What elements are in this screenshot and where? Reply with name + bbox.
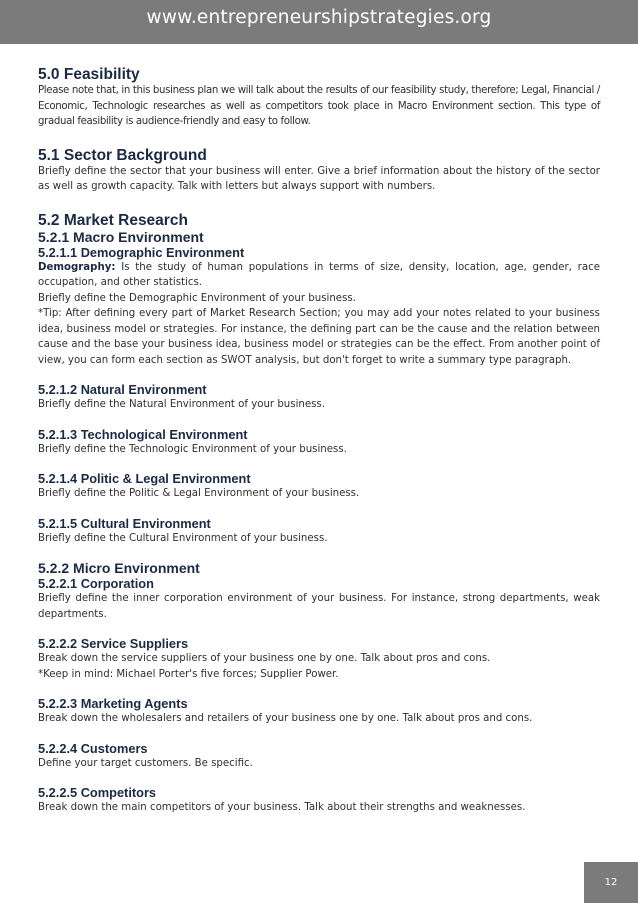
section-technological-environment [38,427,600,458]
heading-cultural-environment: 5.2.1.5 Cultural Environment [38,515,211,531]
section-marketing-agents [38,696,600,727]
heading-technological-environment: 5.2.1.3 Technological Environment [38,426,248,442]
heading-feasibility: 5.0 Feasibility [38,66,140,83]
text-politic-legal-environment: Briefly define the Politic & Legal Environment of your business. [38,488,360,499]
heading-sector-background: 5.1 Sector Background [38,146,207,164]
heading-corporation: 5.2.2.1 Corporation [38,576,154,591]
heading-service-suppliers: 5.2.2.2 Service Suppliers [38,636,189,651]
section-market-research [38,212,600,369]
text-competitors: Break down the main competitors of your business. Talk about their strengths and weaknesses. [38,802,526,813]
text-demographic: Briefly define the Demographic Environment of your business. [38,292,356,304]
label-demography: Demography: [38,261,116,273]
page-header [0,0,638,44]
section-service-suppliers [38,636,600,682]
text-sector-background: Briefly define the sector that your business will enter. Give a brief information about the history of the sector as well as growth capacity. Talk with letters but always support with numbers. [38,165,600,192]
text-demography-definition [38,260,600,291]
section-feasibility [38,66,600,130]
heading-market-research: 5.2 Market Research [38,211,188,229]
section-natural-environment [38,382,600,413]
section-customers [38,741,600,772]
header-url: www.entrepreneurshipstrategies.org [146,7,492,28]
page-number: 12 [584,862,638,903]
section-cultural-environment [38,516,600,547]
text-service-suppliers: Break down the service suppliers of your business one by one. Talk about pros and cons. [38,653,491,664]
text-cultural-environment: Briefly define the Cultural Environment of your business. [38,532,328,544]
text-feasibility: Please note that, in this business plan we will talk about the results of our feasibility study, therefore; Legal, Financial / Economic, Technologic researches as well as competitors took place in Macro Environment section. This type of gradual feasibility is audience-friendly and easy to follow. [38,85,600,127]
text-demographic-tip: *Tip: After defining every part of Market Research Section; you may add your notes related to your business idea, business model or strategies. For instance, the defining part can be the cause and the relation between cause and the base your business idea, business model or strategies can be the effect. From another point of view, you can form each section as SWOT analysis, but don't forget to write a summary type paragraph. [38,308,600,366]
section-politic-legal-environment [38,471,600,502]
heading-competitors: 5.2.2.5 Competitors [38,785,157,800]
heading-politic-legal-environment: 5.2.1.4 Politic & Legal Environment [38,471,251,486]
document-body [38,66,600,816]
heading-marketing-agents: 5.2.2.3 Marketing Agents [38,696,188,711]
section-micro-environment [38,560,600,622]
heading-macro-environment: 5.2.1 Macro Environment [38,228,204,245]
demography-definition: Is the study of human populations in terms of size, density, location, age, gender, race occupation, and other statistics. [38,261,600,288]
heading-natural-environment: 5.2.1.2 Natural Environment [38,382,207,397]
text-marketing-agents: Break down the wholesalers and retailers of your business one by one. Talk about pros and cons. [38,713,533,724]
heading-customers: 5.2.2.4 Customers [38,740,148,756]
section-sector-background [38,147,600,195]
heading-demographic-environment: 5.2.1.1 Demographic Environment [38,244,245,260]
section-competitors [38,785,600,816]
text-service-suppliers-note: *Keep in mind: Michael Porter's five forces; Supplier Power. [38,668,339,680]
text-natural-environment: Briefly define the Natural Environment of your business. [38,399,325,410]
text-customers: Define your target customers. Be specific. [38,757,253,769]
text-corporation: Briefly define the inner corporation environment of your business. For instance, strong departments, weak departments. [38,593,600,620]
heading-micro-environment: 5.2.2 Micro Environment [38,560,200,576]
text-technological-environment: Briefly define the Technologic Environment of your business. [38,443,347,455]
